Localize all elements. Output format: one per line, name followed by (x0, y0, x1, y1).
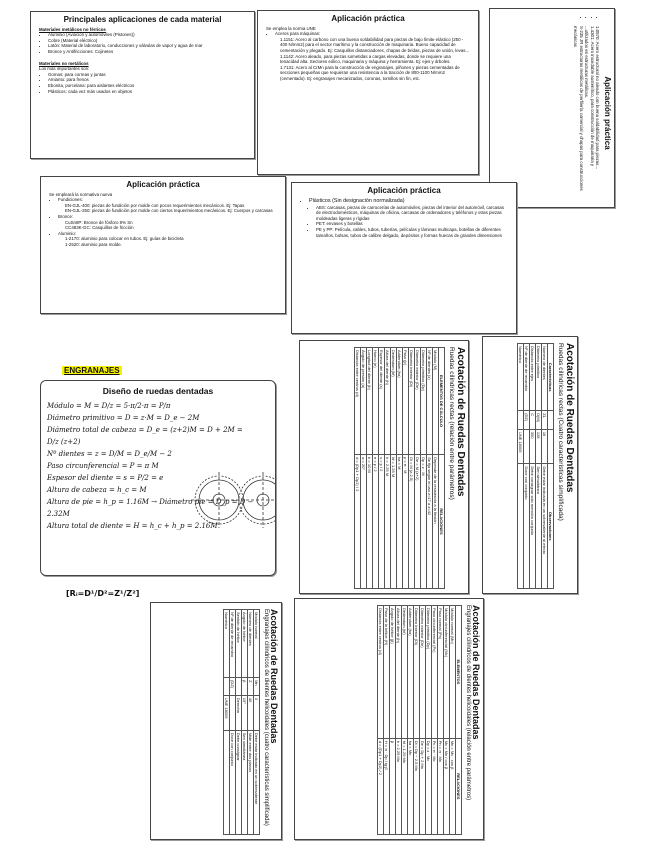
table-row (397, 348, 403, 589)
list-item: CC483K-GC: Casquillos de fricción (65, 225, 134, 231)
table-cell: C (530, 411, 536, 430)
card-principal-applications (30, 11, 255, 159)
data-table (223, 609, 260, 835)
table-cell: 15° (242, 695, 248, 730)
table-cell (518, 411, 524, 430)
section-title: Materiales no metálicos (39, 60, 89, 66)
list-item: • Bronce: (58, 214, 277, 220)
table-cell: Debe estar indicada en un sobresaliente al efecto (542, 464, 548, 589)
table-row (402, 606, 408, 835)
table-cell: Distancia entre ejes (530, 344, 536, 411)
table-cell: 40 (248, 695, 254, 730)
card-title: Principales aplicaciones de cada material (63, 15, 222, 24)
formula: Altura total de diente = H = h_c + h_p = 2.16M (47, 522, 218, 530)
formula: Diámetro total de cabeza = D_e = (z+2)M = D + 2M = (47, 426, 243, 434)
table-header-row (456, 606, 462, 835)
list-item: 1.1142: Acero aleado, para piezas sometidas a cargas elevadas, donde se requiere una tenacidad alta. Sectores eólico, maquinaria y máquina y herramienta. Ej: ejes y árboles. (280, 53, 451, 65)
table-cell: De = M (z+2) (415, 455, 421, 589)
section-subtitle: Los más importantes son: (39, 66, 90, 72)
gears-heading: ENGRANAJES (64, 366, 120, 375)
table-row (355, 348, 361, 589)
rotated-content (302, 343, 468, 593)
table-cell: 128 (536, 429, 542, 463)
table-cell: Dedendum (hf) (402, 606, 408, 739)
table-row (444, 606, 450, 835)
table-cell: Diámetro interior (Di) (409, 348, 415, 455)
table-cell: Paso de la hélice (H) (384, 606, 390, 739)
table-cell: d = (Dp1 + Dp2) / 2 (378, 738, 384, 834)
table-cell: Hueco (e) (373, 348, 379, 455)
rotated-content (153, 605, 281, 839)
table-row (524, 344, 530, 589)
table-cell (524, 429, 530, 463)
table-cell: Ángulo de hélice (β) (390, 606, 396, 739)
table-cell: Z (248, 678, 254, 696)
table-cell: Z1 (542, 411, 548, 430)
table-row (385, 348, 391, 589)
card-title: Aplicación práctica (126, 180, 200, 189)
table-row (433, 348, 439, 589)
table-cell: Addendum (ha) (397, 348, 403, 455)
table-cell: Sentido de hélice (236, 610, 242, 678)
table-header-cell: Observaciones (548, 464, 554, 589)
sub-list (49, 220, 277, 231)
formula: Diámetro primitivo = D = z·M = D_e − 2M (47, 414, 200, 422)
table-cell: Numérico (224, 610, 230, 678)
list-item: • 1.0570: Acero estructural no aleado con buena soldabilidad para piezas... (595, 26, 601, 208)
table-cell: Altura del diente (h) (396, 606, 402, 739)
formula: Paso circunferencial = P = π M (47, 462, 159, 470)
table-row (384, 606, 390, 835)
table-cell: Espesor del diente (s) (379, 348, 385, 455)
table-cell: Mn (254, 678, 260, 696)
list-item: CuSn8P: Bronce de fósforo 8% Sn (65, 219, 133, 225)
table-cell (518, 464, 524, 589)
list (572, 17, 600, 208)
sub-list (300, 205, 508, 239)
card-title: Aplicación práctica (367, 186, 441, 195)
table-cell: d = (Dp1 + Dp2) / 2 (355, 455, 361, 589)
table-cell: e = p / 2 (373, 455, 379, 589)
table-cell: Debe consignar sólo mención conjunto (530, 464, 536, 589)
table-subtitle: Ruedas cilíndricas rectas (relación entre parámetros) (448, 347, 455, 500)
list-item: • Gomas: para correas y juntas (48, 72, 246, 78)
table-title: Acotación de Ruedas Dentadas (564, 343, 575, 493)
list-item: 1.1151: Acero al carbono con una buena soldabilidad para piezas de bajo límite elástico (250 - 400 N/mm2) para el sector marítimo y la construcción de maquinaria. Bueno capacidad de cementación y plegado. Ej: Casquillos distanciadores, chapas de bridas, piezas de unión, levas... (280, 36, 470, 53)
list-item: • PE y PP: Película, cables, tubos, tuberías, películas y láminas multicapa, botellas de diferentes tamaños, bolsas, tubos de calibre delgado, depósitos y formas huecas de grandes dimensiones (316, 227, 508, 238)
table-cell (224, 678, 230, 696)
list-item: • PET: envases y botellas (316, 221, 508, 227)
table-cell: Ángulo de hélice (242, 610, 248, 678)
list-item: • Bronce y Antifricciones: Cojinetes (48, 49, 246, 55)
table-cell: h = 2.25 M (385, 455, 391, 589)
table-cell: Derecha (236, 695, 242, 730)
table-cell: Paso (p) (403, 348, 409, 455)
sub-list (49, 203, 277, 214)
list-item: • S-235 JR estructuras metálicas de perfilería comercial y chapas para construcciones mecánicas (572, 26, 583, 208)
table-cell: ha = Mn (408, 738, 414, 834)
table-cell: (DZ) (230, 678, 236, 696)
table-cell: Mn = Mc · cos β (450, 738, 456, 834)
table-header-cell (548, 429, 554, 463)
card-table-straight-gears-simplified (482, 336, 578, 594)
table-cell: D(M) (536, 411, 542, 430)
table-header-cell (548, 411, 554, 430)
table-header-cell: ELEMENTOS (456, 606, 462, 739)
table-row (432, 606, 438, 835)
table-cell: hf = 1.25 M (391, 455, 397, 589)
table-row (396, 606, 402, 835)
table-row (230, 610, 236, 835)
formula: Altura de cabeza = h_c = M (47, 486, 147, 494)
table-cell: De = Dp + 2 Mn (420, 738, 426, 834)
list (39, 32, 246, 54)
table-row (427, 348, 433, 589)
table-row (224, 610, 230, 835)
table-row (414, 606, 420, 835)
table-cell: Diámetro primitivo (Dp) (421, 348, 427, 455)
table-cell: β (390, 738, 396, 834)
table-cell: Pn = π · Mn (438, 738, 444, 834)
table-cell: s = p / 2 (379, 455, 385, 589)
card-steel-applications (257, 10, 479, 175)
table-row (248, 610, 254, 835)
list-item: • ABS: carcasas, piezas de carrocerías de automóviles, piezas del interior del automóvil, carcasas de electrodomésticos, máquinas de oficina, carcasas de ordenadores y teléfonos y otras piezas moldeadas ligeras y rígidas (316, 205, 508, 222)
gear-ratio-formula: [Rᵢ=D¹/D²=Z¹/Z²] (66, 589, 140, 598)
table-subtitle: Engranajes cilíndricos de dientes helicoidales (cuatro características simplificada) (263, 609, 269, 826)
formula: Espesor del diente = s = P/2 = e (47, 474, 164, 482)
sub-list (266, 37, 470, 82)
table-title: Acotación de Ruedas Dentadas (269, 609, 279, 744)
list-item: EN-GJL-250: piezas de fundición por molde con ciertos requerimientos mecánicos. Ej: Cuerpos y carcasas (65, 208, 273, 214)
table-cell: 3 (254, 695, 260, 730)
table-cell: ha = M (397, 455, 403, 589)
table-row (450, 606, 456, 835)
table-cell: Longitud del diente (b) (367, 348, 373, 455)
table-cell: α = 20° (361, 455, 367, 589)
table-cell: Número de dientes (248, 610, 254, 678)
intro-text: Se emplea la norma UNE (266, 25, 316, 31)
table-row (409, 348, 415, 589)
table-cell: Pc = π · Mc (432, 738, 438, 834)
table-cell: Paso circunferencial (Pc) (432, 606, 438, 739)
table-cell: Paso normal (Pn) (438, 606, 444, 739)
table-cell: Di = M (z-2.5) (409, 455, 415, 589)
table-row (536, 344, 542, 589)
list (300, 198, 508, 205)
card-applications-rotated (489, 8, 615, 208)
table-cell: Diámetro exterior (De) (415, 348, 421, 455)
table-header-row (439, 348, 445, 589)
list-item: • Aluminio: (58, 231, 277, 237)
table-cell: β (242, 678, 248, 696)
table-cell: Sen simultánea (536, 464, 542, 589)
card-title: Aplicación práctica (603, 76, 612, 150)
table-cell: Dp = z · M (421, 455, 427, 589)
table-cell: Dp = z · Mc (426, 738, 432, 834)
table-cell: Módulo circunferencial (Mc) (444, 606, 450, 739)
table-cell: Mide entre dos planos (248, 730, 254, 834)
table-row (367, 348, 373, 589)
table-row (378, 606, 384, 835)
data-table (354, 347, 445, 589)
table-title: Acotación de Ruedas Dentadas (471, 605, 481, 740)
table-row (390, 606, 396, 835)
table-cell (224, 730, 230, 834)
table-row (426, 606, 432, 835)
list-item: 1-2170: aluminio para colocar en tubos. Ej: guías de bicicleta (65, 236, 184, 242)
list-item: • Aceros para máquinas: (275, 31, 470, 37)
card-table-straight-gears-relations (299, 340, 469, 594)
card-foundry-applications (40, 176, 286, 314)
table-header-cell: Características (548, 344, 554, 411)
formula: Nº dientes = z = D/M = D_e/M − 2 (47, 450, 172, 458)
table-cell: UNE 18005 (224, 695, 230, 730)
card-title: Diseño de ruedas dentadas (102, 386, 214, 396)
table-cell (230, 695, 236, 730)
table-cell: Sen simultánea (242, 730, 248, 834)
sub-list (49, 236, 277, 247)
table-cell: Doce con conjunto (524, 464, 530, 589)
table-cell: 16 (542, 429, 548, 463)
gear-diagram-icon (191, 467, 276, 533)
table-subtitle: Ruedas cilíndricas rectas (Cuatro características simplificada) (557, 343, 564, 521)
list-item: • Cobre (Material eléctrico) (48, 38, 246, 44)
table-cell: Módulo (M) (433, 348, 439, 455)
table-cell: Nº de diente de recambio (524, 344, 530, 411)
table-row (242, 610, 248, 835)
table-cell: Número de dientes (542, 344, 548, 411)
table-cell: p = π · M (403, 455, 409, 589)
table-cell: Se fija según el uso z=17 a z=42 (427, 455, 433, 589)
table-cell: Distancia entre centros (d) (355, 348, 361, 455)
table-row (236, 610, 242, 835)
list-item: • Plásticos: cada vez más usados en objetos (48, 89, 246, 95)
table-cell: Diámetro interior (Di) (414, 606, 420, 739)
table-row (403, 348, 409, 589)
table-cell: Diámetro primitivo (Dp) (426, 606, 432, 739)
table-cell: Mc = Mn / cos β (444, 738, 450, 834)
list-item: 1.7131: Acero al CrMn para la construcción de engranajes, piñones y piezas cementadas de secciones pequeñas que requieran una resistencia a la tracción de 800-1100 N/mm2 (cementado). Ej: engranajes mecanizados, coronas, tornillos sin fin, etc. (280, 64, 460, 81)
rotated-content (297, 601, 483, 839)
table-cell: Altura del diente (h) (385, 348, 391, 455)
table-cell: 300 (530, 429, 536, 463)
table-cell: Distancia entre centros (d) (378, 606, 384, 739)
data-table (377, 605, 462, 835)
table-row (415, 348, 421, 589)
table-header-row (548, 344, 554, 589)
table-cell: Diámetro primitivo (536, 344, 542, 411)
table-cell: Debe consignar (236, 730, 242, 834)
list-item: • Fundiciones: (58, 197, 277, 203)
table-header-cell: ELEMENTOS DE CÁLCULO (439, 348, 445, 455)
table-cell: Nº de diente de recambio (230, 610, 236, 678)
intro-text: Se empleará la normativa nueva (49, 191, 113, 197)
table-row (421, 348, 427, 589)
table-cell: Diámetro exterior (De) (420, 606, 426, 739)
data-table (517, 343, 554, 589)
rotated-content (490, 13, 612, 208)
table-cell: Dedendum (hf) (391, 348, 397, 455)
list-item: • Amianto: para frenos (48, 77, 246, 83)
list-item: • Plásticos (Sin designación normalizada) (309, 198, 508, 205)
card-table-helical-relations (294, 598, 484, 840)
table-cell (236, 678, 242, 696)
table-cell: Doce con conjunto (230, 730, 236, 834)
card-gear-design (40, 380, 276, 576)
table-cell: UNE 18005 (518, 429, 524, 463)
section-title: Materiales metálicos no férricos (39, 26, 106, 32)
table-row (542, 344, 548, 589)
list-item: • ...utilizados en estructuras metálicas. (584, 26, 590, 208)
formula: D/z (z+2) (47, 438, 81, 446)
list-item: 1-2520: aluminio para molde. (65, 241, 122, 247)
table-cell: Módulo normal (Mn) (450, 606, 456, 739)
table-row (379, 348, 385, 589)
table-row (518, 344, 524, 589)
table-row (438, 606, 444, 835)
table-row (408, 606, 414, 835)
list-item: EN-GJL-400: piezas de fundición por molde con pocos requerimientos mecánicos. Ej: Tapas (65, 202, 245, 208)
list-item: • 1.4301: Acero inoxidable austenítico, para construcción de maquinaria y (589, 26, 595, 208)
rotated-content (485, 339, 577, 593)
table-row (391, 348, 397, 589)
table-subtitle: Engranajes cilíndricos de dientes helicoidales (relación entre parámetros) (465, 605, 471, 801)
list-item: • Ebonita, porcelana: para aislantes eléctricos (48, 83, 246, 89)
table-cell: Ángulo de presión (α) (361, 348, 367, 455)
table-cell: Debe estar indicado en un sobresaliente (254, 730, 260, 834)
table-cell: b = 10 M (367, 455, 373, 589)
table-cell: H = π · Dp / tg β (384, 738, 390, 834)
table-cell: Módulo normal (254, 610, 260, 678)
table-cell: Depende de la resistencia a la flexión (433, 455, 439, 589)
table-row (254, 610, 260, 835)
list-item: • Latón: Material de laboratorio, conducciones y válvulas de vapor y agua de mar (48, 43, 246, 49)
table-row (373, 348, 379, 589)
table-header-cell: RELACIONES (456, 738, 462, 834)
formula: Módulo = M = D/z = 5·π/2·π = P/π (47, 402, 171, 410)
table-cell: Numérico (518, 344, 524, 411)
card-title: Aplicación práctica (331, 14, 405, 23)
table-row (530, 344, 536, 589)
table-title: Acotación de Ruedas Dentadas (455, 347, 466, 497)
table-row (361, 348, 367, 589)
table-cell: Addendum (ha) (408, 606, 414, 739)
table-header-cell: RELACIONES (439, 455, 445, 589)
table-cell: hf = 1.25 Mn (402, 738, 408, 834)
table-row (420, 606, 426, 835)
list (39, 72, 246, 94)
list-item: • Aluminio (Aviación y automóviles (Pistones)) (48, 32, 246, 38)
card-plastics-applications (291, 182, 517, 334)
table-cell: h = 2.25 Mn (396, 738, 402, 834)
table-cell: Nº de dientes (z) (427, 348, 433, 455)
formula: Altura de pie = h_p = 1.16M → Diámetro pie = D_p = D − 2.32M (47, 498, 254, 518)
table-cell: Di = Dp − 2.5 Mn (414, 738, 420, 834)
table-cell: (DZ) (524, 411, 530, 430)
card-table-helical-simplified (150, 602, 282, 840)
